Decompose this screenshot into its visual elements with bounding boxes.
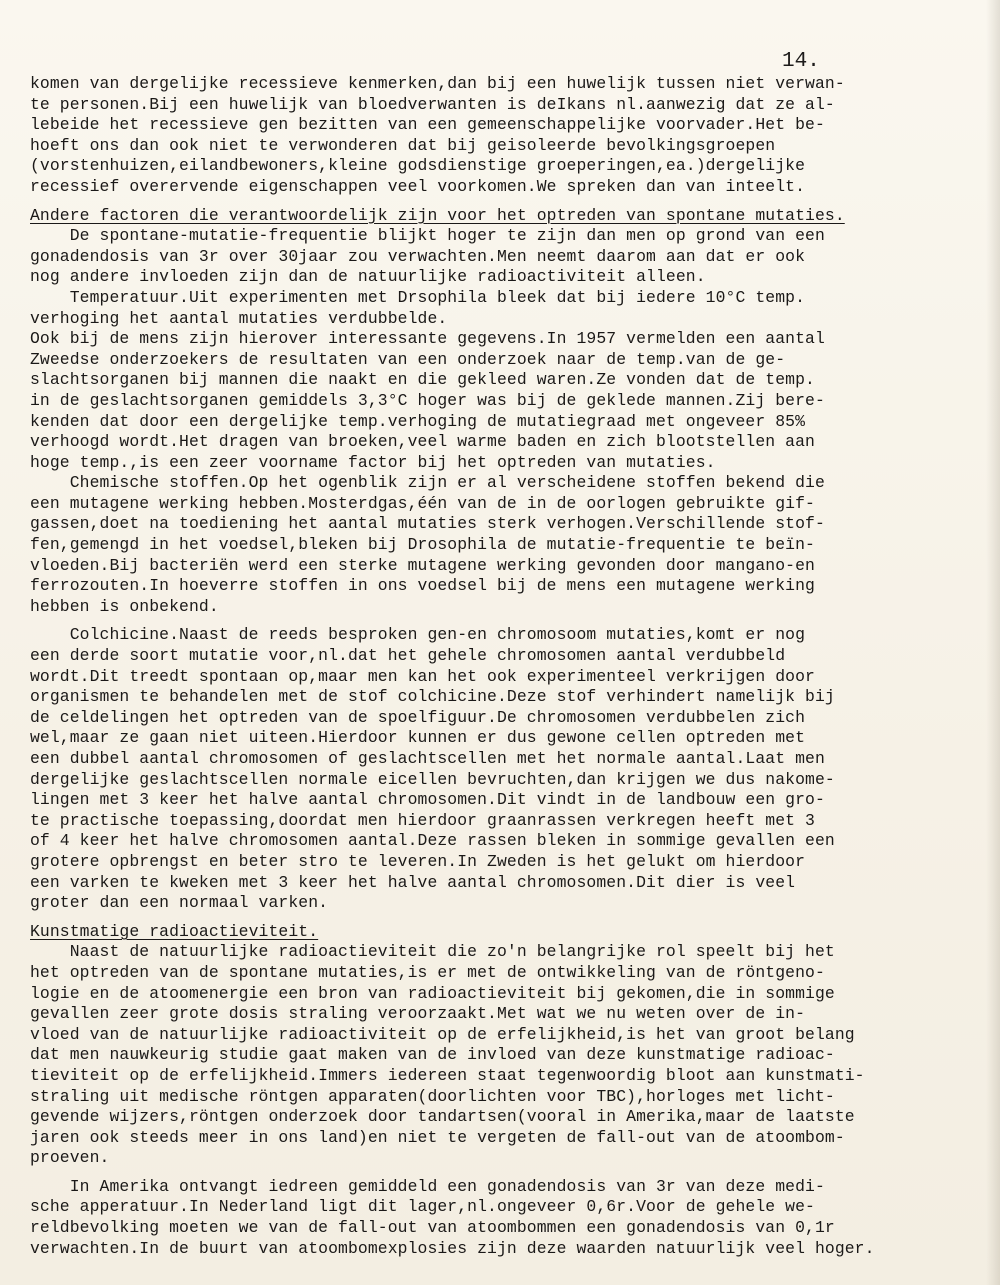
- text-line: Chemische stoffen.Op het ogenblik zijn er al verscheidene stoffen bekend die: [30, 473, 825, 493]
- text-line: vloeden.Bij bacteriën werd een sterke mutagene werking gevonden door mangano-en: [30, 555, 815, 575]
- text-line: hoge temp.,is een zeer voorname factor bij het optreden van mutaties.: [30, 452, 716, 472]
- text-line: organismen te behandelen met de stof colchicine.Deze stof verhindert namelijk bij: [30, 687, 835, 707]
- text-line: reldbevolking moeten we van de fall-out van atoombommen een gonadendosis van 0,1r: [30, 1218, 835, 1238]
- text-line: gassen,doet na toediening het aantal mutaties sterk verhogen.Verschillende stof-: [30, 514, 825, 534]
- text-line: kenden dat door een dergelijke temp.verhoging de mutatiegraad met ongeveer 85%: [30, 411, 806, 431]
- spacer: [30, 198, 960, 206]
- text-line: een dubbel aantal chromosomen of geslachtscellen met het normale aantal.Laat men: [30, 749, 825, 768]
- text-line: komen van dergelijke recessieve kenmerken,dan bij een huwelijk tussen niet verwan-: [30, 74, 845, 93]
- text-line: slachtsorganen bij mannen die naakt en die gekleed waren.Ze vonden dat de temp.: [30, 370, 815, 390]
- text-line: Naast de natuurlijke radioactieviteit die zo'n belangrijke rol speelt bij het: [30, 942, 835, 962]
- text-line: Ook bij de mens zijn hierover interessante gegevens.In 1957 vermelden een aantal: [30, 329, 825, 349]
- text-line: Colchicine.Naast de reeds besproken gen-en chromosoom mutaties,komt er nog: [30, 625, 806, 645]
- text-line: dat men nauwkeurig studie gaat maken van de invloed van deze kunstmatige radioac-: [30, 1045, 835, 1065]
- text-line: hebben is onbekend.: [30, 596, 219, 616]
- text-line: verhoging het aantal mutaties verdubbelde.: [30, 308, 448, 328]
- text-line: vloed van de natuurlijke radioactiviteit op de erfelijkheid,is het van groot belang: [30, 1024, 855, 1044]
- text-line: grotere opbrengst en beter stro te leveren.In Zweden is het gelukt om hierdoor: [30, 851, 806, 871]
- text-line: tieviteit op de erfelijkheid.Immers iedereen staat tegenwoordig bloot aan kunstmati-: [30, 1065, 865, 1085]
- text-line: (vorstenhuizen,eilandbewoners,kleine godsdienstige groeperingen,ea.)dergelijke: [30, 156, 806, 176]
- text-line: verwachten.In de buurt van atoombomexplosies zijn deze waarden natuurlijk veel hoger.: [30, 1238, 875, 1258]
- text-line: het optreden van de spontane mutaties,is er met de ontwikkeling van de röntgeno-: [30, 962, 825, 982]
- text-line: In Amerika ontvangt iedreen gemiddeld een gonadendosis van 3r van deze medi-: [30, 1176, 825, 1196]
- page-edge-shadow: [986, 0, 1000, 1285]
- text-line: lingen met 3 keer het halve aantal chromosomen.Dit vindt in de landbouw een gro-: [30, 790, 825, 810]
- text-line: wel,maar ze gaan niet uiteen.Hierdoor kunnen er dus gewone cellen optreden met: [30, 728, 806, 748]
- text-line: een mutagene werking hebben.Mosterdgas,één van de in de oorlogen gebruikte gif-: [30, 493, 815, 513]
- body-text: [30, 74, 960, 1259]
- text-line: te personen.Bij een huwelijk van bloedverwanten is deIkans nl.aanwezig dat ze al-: [30, 94, 835, 114]
- text-line: straling uit medische röntgen apparaten(doorlichten voor TBC),horloges met licht-: [30, 1086, 835, 1106]
- text-line: of 4 keer het halve chromosomen aantal.Deze rassen bleken in sommige gevallen een: [30, 831, 835, 851]
- text-line: de celdelingen het optreden van de spoelfiguur.De chromosomen verdubbelen zich: [30, 707, 806, 727]
- text-line: fen,gemengd in het voedsel,bleken bij Drosophila de mutatie-frequentie te beïn-: [30, 535, 815, 555]
- text-line: Temperatuur.Uit experimenten met Drsophila bleek dat bij iedere 10°C temp.: [30, 287, 806, 307]
- section-heading-other-factors: Andere factoren die verantwoordelijk zijn voor het optreden van spontane mutaties.: [30, 205, 845, 225]
- text-line: sche apperatuur.In Nederland ligt dit lager,nl.ongeveer 0,6r.Voor de gehele we-: [30, 1197, 815, 1217]
- text-line: dergelijke geslachtscellen normale eicellen bevruchten,dan krijgen we dus nakome-: [30, 769, 835, 789]
- page-number: 14.: [782, 50, 820, 73]
- spacer: [30, 617, 960, 625]
- text-line: in de geslachtsorganen gemiddels 3,3°C hoger was bij de geklede mannen.Zij bere-: [30, 390, 825, 410]
- text-line: wordt.Dit treedt spontaan op,maar men kan het ook experimenteel verkrijgen door: [30, 666, 815, 686]
- text-line: gevallen zeer grote dosis straling veroorzaakt.Met wat we nu weten over de in-: [30, 1004, 806, 1024]
- text-line: jaren ook steeds meer in ons land)en niet te vergeten de fall-out van de atoombom-: [30, 1127, 845, 1147]
- text-line: lebeide het recessieve gen bezitten van een gemeenschappelijke voorvader.Het be-: [30, 115, 825, 135]
- text-line: ferrozouten.In hoeverre stoffen in ons voedsel bij de mens een mutagene werking: [30, 576, 815, 596]
- spacer: [30, 914, 960, 922]
- text-line: verhoogd wordt.Het dragen van broeken,veel warme baden en zich blootstellen aan: [30, 432, 815, 452]
- text-line: groter dan een normaal varken.: [30, 893, 329, 913]
- text-line: een derde soort mutatie voor,nl.dat het gehele chromosomen aantal verdubbeld: [30, 646, 786, 666]
- text-line: te practische toepassing,doordat men hierdoor graanrassen verkregen heeft met 3: [30, 810, 815, 830]
- text-line: gevende wijzers,röntgen onderzoek door tandartsen(vooral in Amerika,maar de laatste: [30, 1107, 855, 1127]
- text-line: een varken te kweken met 3 keer het halve aantal chromosomen.Dit dier is veel: [30, 872, 796, 892]
- text-line: proeven.: [30, 1148, 110, 1168]
- text-line: recessief overervende eigenschappen veel voorkomen.We spreken dan van inteelt.: [30, 176, 806, 196]
- section-heading-artificial-radioactivity: Kunstmatige radioactieviteit.: [30, 921, 319, 941]
- text-line: De spontane-mutatie-frequentie blijkt hoger te zijn dan men op grond van een: [30, 226, 825, 246]
- spacer: [30, 1169, 960, 1177]
- text-line: gonadendosis van 3r over 30jaar zou verwachten.Men neemt daarom aan dat er ook: [30, 246, 806, 266]
- text-line: logie en de atoomenergie een bron van radioactieviteit bij gekomen,die in sommige: [30, 983, 835, 1003]
- text-line: nog andere invloeden zijn dan de natuurlijke radioactiviteit alleen.: [30, 267, 706, 287]
- text-line: Zweedse onderzoekers de resultaten van een onderzoek naar de temp.van de ge-: [30, 349, 786, 369]
- text-line: hoeft ons dan ook niet te verwonderen dat bij geisoleerde bevolkingsgroepen: [30, 135, 776, 155]
